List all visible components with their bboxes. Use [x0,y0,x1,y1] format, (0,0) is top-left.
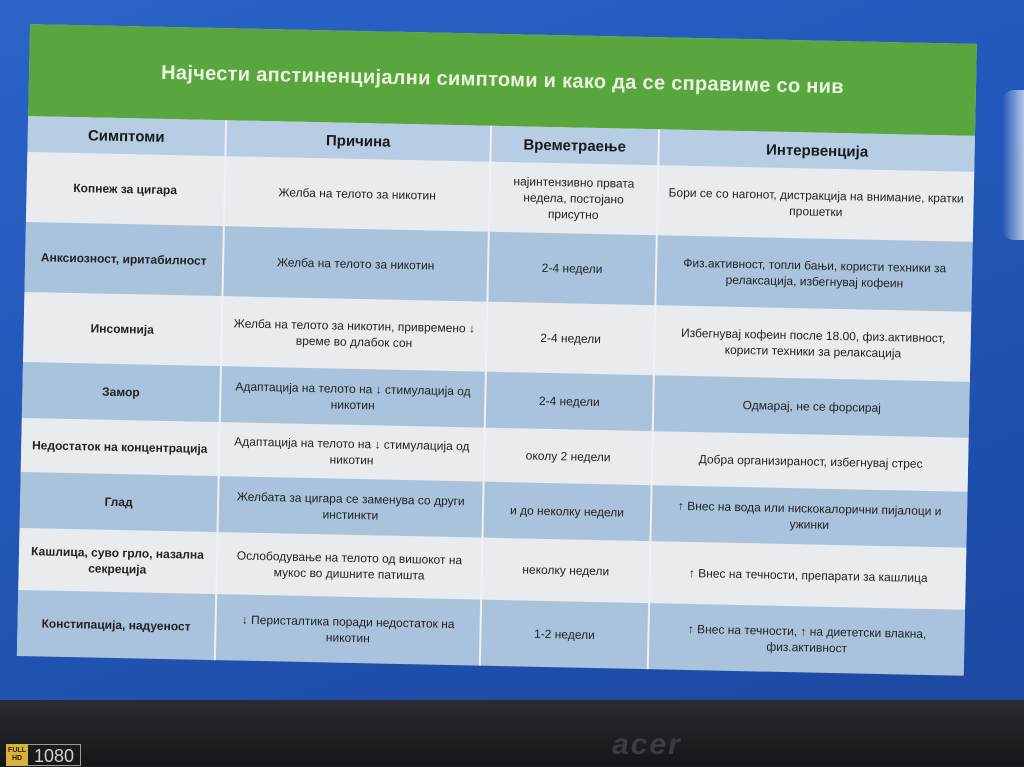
cell-intervention: Одмарај, не се форсирај [653,375,970,438]
screen-glare [1002,90,1024,240]
full-hd-badge [6,744,81,766]
cell-duration: 2-4 недели [486,302,655,376]
header-duration: Времетраење [490,126,659,166]
cell-intervention: Избегнувај кофеин после 18.00, физ.активност, користи техники за релаксација [654,305,971,382]
slide-title: Најчести апстиненцијални симптоми и како да се справиме со нив [160,61,845,98]
cell-symptom: Глад [20,472,219,532]
cell-duration: 2-4 недели [485,372,654,432]
cell-cause: Желба на телото за никотин, привремено ↓ време во длабок сон [221,296,487,372]
cell-symptom: Констипација, надуеност [17,590,216,660]
header-cause: Причина [225,120,491,162]
cell-symptom: Копнеж за цигара [26,152,225,226]
cell-symptom: Недостаток на концентрација [21,418,220,476]
cell-cause: Желбата за цигара се заменува со други инстинкти [218,476,484,538]
cell-duration: најинтензивно првата недела, постојано присутно [489,162,658,236]
full-hd-label-hd: HD [11,755,23,762]
cell-symptom: Инсомнија [23,292,222,366]
cell-cause: Ослободување на телото од вишокот на мукос во дишните патишта [216,532,482,600]
cell-intervention: Физ.активност, топли бањи, користи техники за релаксација, избегнувај кофеин [655,235,972,312]
cell-intervention: ↑ Внес на течности, препарати за кашлица [649,541,966,610]
cell-symptom: Замор [22,362,221,422]
cell-duration: околу 2 недели [484,428,653,486]
cell-cause: Желба на телото за никотин [222,226,488,302]
symptoms-table [17,116,975,676]
cell-symptom: Анксиозност, иритабилност [24,222,223,296]
cell-cause: ↓ Перисталтика поради недостаток на никотин [215,594,481,666]
header-intervention: Интервенција [658,129,975,172]
cell-cause: Адаптација на телото на ↓ стимулација од никотин [220,366,486,428]
cell-intervention: Добра организираност, избегнувај стрес [652,431,969,492]
cell-cause: Желба на телото за никотин [224,156,490,232]
cell-intervention: ↑ Внес на течности, ↑ на диететски влакна, физ.активност [648,603,965,676]
cell-duration: 1-2 недели [480,600,649,670]
full-hd-label [6,744,28,766]
cell-duration: неколку недели [481,538,650,604]
header-symptoms: Симптоми [27,116,226,156]
cell-intervention: Бори се со нагонот, дистракција на внимание, кратки прошетки [657,165,974,242]
cell-duration: 2-4 недели [487,232,656,306]
cell-duration: и до неколку недели [482,482,651,542]
presentation-slide [17,24,977,674]
cell-symptom: Кашлица, суво грло, назална секреција [18,528,217,594]
monitor-brand-logo: acer [612,728,682,761]
cell-intervention: ↑ Внес на вода или нискокалорични пијалоци и ужинки [650,485,967,548]
full-hd-label-full: FULL [8,747,26,754]
resolution-label: 1080 [28,744,81,766]
cell-cause: Адаптација на телото на ↓ стимулација од никотин [219,422,485,482]
monitor-bezel [0,700,1024,766]
